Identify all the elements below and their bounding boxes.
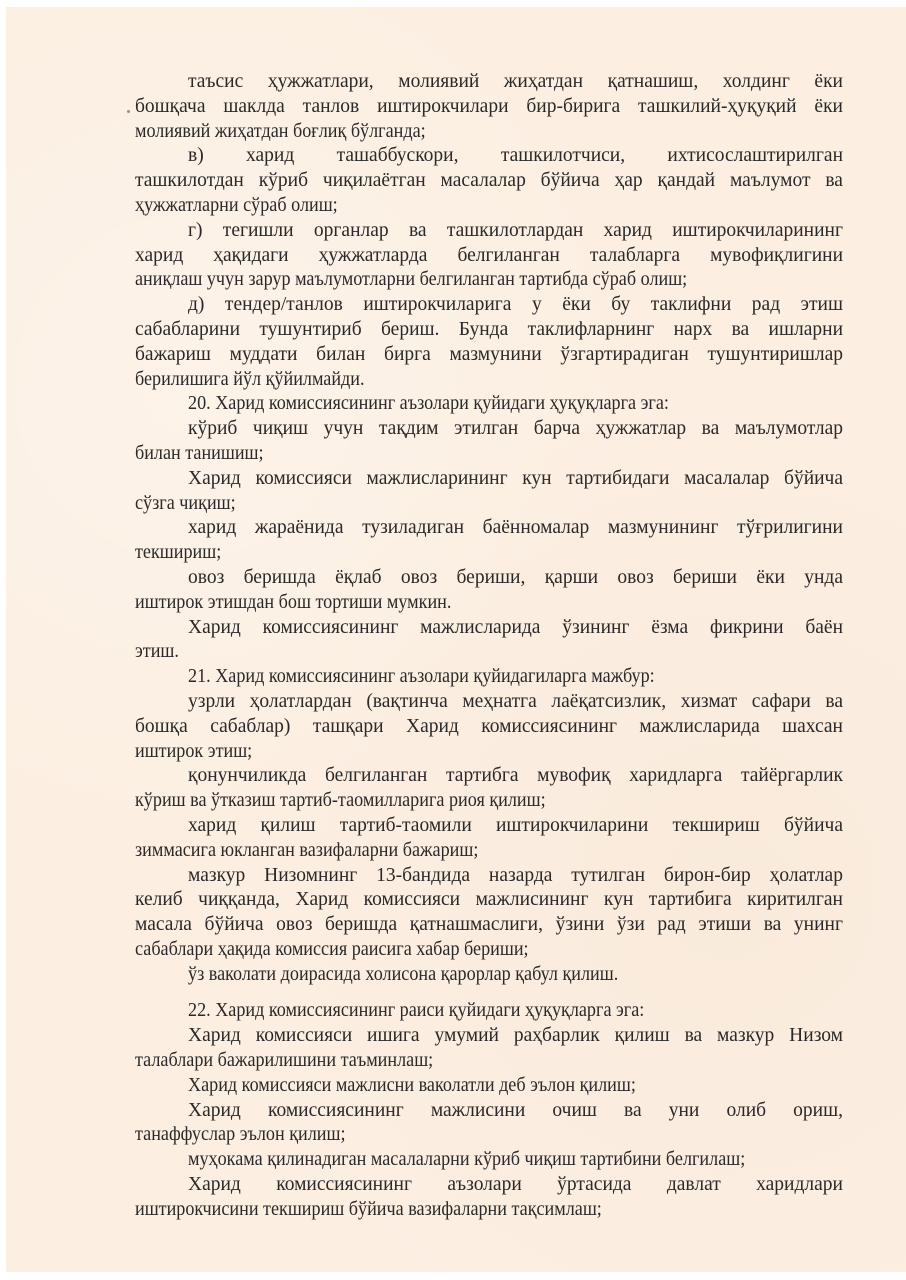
text-line: д) тендер/танлов иштирокчиларига у ёки бу таклифни рад этиш (188, 294, 843, 316)
text-line: қонунчиликда белгиланган тартибга мувофиқ харидларга тайёргарлик (188, 765, 843, 787)
paragraph-item (135, 516, 843, 566)
paragraph-clause-g (135, 219, 843, 293)
text-line: иштирок этишдан бош тортиши мумкин. (135, 591, 452, 613)
text-line: билан танишиш; (135, 442, 264, 464)
paragraph-item (135, 963, 843, 988)
text-line: текшириш; (135, 542, 222, 564)
text-line: бажариш муддати билан бирга мазмунини ўзгартирадиган тушунтиришлар (135, 343, 843, 365)
paragraph-item (135, 1024, 843, 1074)
text-line: 20. Харид комиссиясининг аъзолари қуйидаги ҳуқуқларга эга: (188, 393, 669, 415)
document-body (135, 70, 843, 1223)
section-22-heading (135, 999, 843, 1024)
text-line: аниқлаш учун зарур маълумотларни белгиланган тартибда сўраб олиш; (135, 269, 688, 291)
text-line: Харид комиссиясининг мажлисини очиш ва уни олиб ориш, (188, 1099, 843, 1121)
paragraph-clause-v (135, 144, 843, 218)
text-line: танаффуслар эълон қилиш; (135, 1124, 346, 1146)
text-line: ташкилотдан кўриб чиқилаётган масалалар бўйича ҳар қандай маълумот ва (135, 170, 843, 192)
text-line: масала бўйича овоз беришда қатнашмаслиги, ўзини ўзи рад этиши ва унинг (135, 914, 843, 936)
text-line: келиб чиққанда, Харид комиссияси мажлисининг кун тартибига киритилган (135, 889, 843, 911)
text-line: таъсис ҳужжатлари, молиявий жиҳатдан қатнашиш, холдинг ёки (188, 71, 843, 92)
paragraph-clause-continuation (135, 70, 843, 144)
text-line: бошқача шаклда танлов иштирокчилари бир-бирига ташкилий-ҳуқуқий ёки (135, 95, 843, 117)
text-line: ўз ваколати доирасида холисона қарорлар қабул қилиш. (188, 963, 619, 985)
text-line: Харид комиссияси мажлисларининг кун тартибидаги масалалар бўйича (188, 467, 843, 489)
text-line: Харид комиссияси мажлисни ваколатли деб эълон қилиш; (188, 1074, 636, 1096)
paper-speck (127, 110, 130, 113)
text-line: кўриш ва ўтказиш тартиб-таомилларига риоя қилиш; (135, 790, 546, 812)
text-line: узрли ҳолатлардан (вақтинча меҳнатга лаёқатсизлик, хизмат сафари ва (188, 690, 843, 712)
text-line: сабаблари ҳақида комиссия раисига хабар бериши; (135, 938, 529, 960)
text-line: бошқа сабаблар) ташқари Харид комиссиясининг мажлисларида шахсан (135, 715, 843, 737)
text-line: ҳужжатларни сўраб олиш; (135, 194, 338, 216)
paragraph-item (135, 690, 843, 764)
paragraph-item (135, 1173, 843, 1223)
text-line: харид ҳақидаги ҳужжатларда белгиланган талабларга мувофиқлигини (135, 244, 843, 266)
text-line: иштирок этиш; (135, 740, 253, 762)
text-line: г) тегишли органлар ва ташкилотлардан харид иштирокчиларининг (188, 219, 843, 241)
paragraph-item (135, 417, 843, 467)
text-line: харид жараёнида тузиладиган баённомалар мазмунининг тўғрилигини (188, 517, 843, 539)
paragraph-item (135, 764, 843, 814)
paragraph-item (135, 1099, 843, 1149)
paragraph-clause-d (135, 293, 843, 392)
text-line: муҳокама қилинадиган масалаларни кўриб чиқиш тартибини белгилаш; (188, 1149, 746, 1171)
paragraph-item (135, 566, 843, 616)
section-21-heading (135, 665, 843, 690)
paragraph-item (135, 616, 843, 666)
text-line: 21. Харид комиссиясининг аъзолари қуйидагиларга мажбур: (188, 666, 655, 688)
text-line: Харид комиссиясининг аъзолари ўртасида давлат харидлари (188, 1174, 843, 1196)
text-line: кўриб чиқиш учун тақдим этилган барча ҳужжатлар ва маълумотлар (188, 418, 843, 440)
text-line: молиявий жиҳатдан боғлиқ бўлганда; (135, 120, 426, 142)
text-line: 22. Харид комиссиясининг раиси қуйидаги ҳуқуқларга эга: (188, 1000, 645, 1022)
text-line: Харид комиссияси ишига умумий раҳбарлик қилиш ва мазкур Низом (188, 1025, 843, 1047)
text-line: берилишига йўл қўйилмайди. (135, 368, 365, 390)
text-line: этиш. (135, 641, 179, 663)
text-line: мазкур Низомнинг 13-бандида назарда тутилган бирон-бир ҳолатлар (188, 864, 843, 886)
paragraph-item (135, 864, 843, 963)
text-line: харид қилиш тартиб-таомили иштирокчиларини текшириш бўйича (188, 814, 843, 836)
text-line: зиммасига юкланган вазифаларни бажариш; (135, 839, 479, 861)
text-line: сабабларини тушунтириб бериш. Бунда таклифларнинг нарх ва ишларни (135, 318, 843, 340)
paragraph-item (135, 814, 843, 864)
paragraph-gap (135, 987, 843, 999)
paragraph-item (135, 467, 843, 517)
text-line: иштирокчисини текшириш бўйича вазифаларни тақсимлаш; (135, 1198, 602, 1220)
text-line: в) харид ташаббускори, ташкилотчиси, ихтисослаштирилган (188, 145, 843, 167)
paragraph-item (135, 1148, 843, 1173)
text-line: овоз беришда ёқлаб овоз бериши, қарши овоз бериши ёки унда (188, 566, 843, 588)
paragraph-item (135, 1074, 843, 1099)
section-20-heading (135, 392, 843, 417)
text-line: талаблари бажарилишини таъминлаш; (135, 1050, 434, 1072)
text-line: сўзга чиқиш; (135, 492, 236, 514)
text-line: Харид комиссиясининг мажлисларида ўзининг ёзма фикрини баён (188, 616, 843, 638)
